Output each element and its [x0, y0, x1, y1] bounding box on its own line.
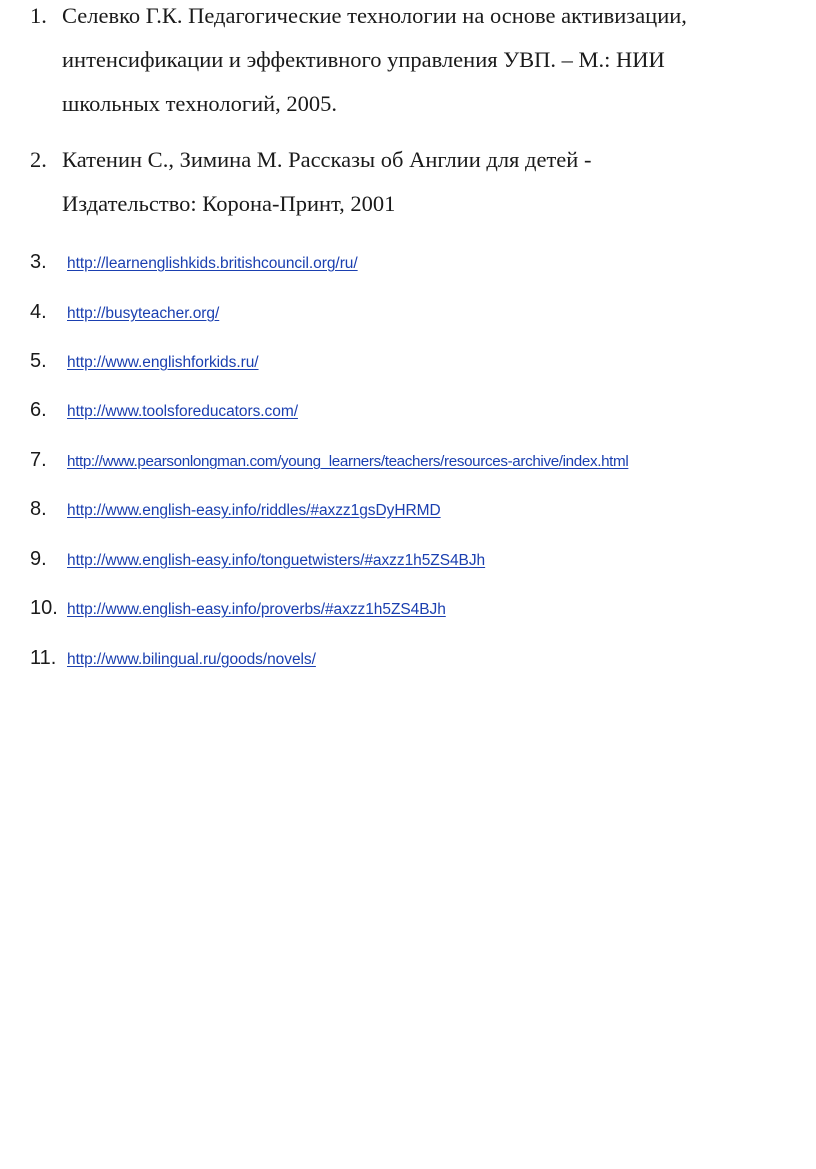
reference-number: 3.: [30, 251, 47, 273]
reference-link[interactable]: http://busyteacher.org/: [67, 305, 220, 322]
reference-number: 11.: [30, 647, 57, 669]
reference-number: 1.: [30, 3, 47, 28]
reference-number: 6.: [30, 399, 47, 421]
reference-link[interactable]: http://www.bilingual.ru/goods/novels/: [67, 651, 316, 668]
reference-text-line: школьных технологий, 2005.: [62, 91, 338, 116]
reference-text-line: интенсификации и эффективного управления УВП. – М.: НИИ: [62, 47, 665, 72]
reference-number: 7.: [30, 449, 47, 471]
reference-text-line: Селевко Г.К. Педагогические технологии на основе активизации,: [62, 3, 687, 28]
reference-number: 9.: [30, 548, 47, 570]
reference-number: 10.: [30, 597, 58, 619]
reference-link[interactable]: http://www.english-easy.info/proverbs/#axzz1h5ZS4BJh: [67, 601, 446, 618]
reference-link[interactable]: http://www.english-easy.info/tonguetwisters/#axzz1h5ZS4BJh: [67, 552, 486, 569]
reference-item-1: [0, 0, 687, 126]
reference-link[interactable]: http://www.englishforkids.ru/: [67, 354, 259, 371]
reference-item-2: [0, 138, 591, 226]
reference-number: 8.: [30, 498, 47, 520]
reference-link[interactable]: http://learnenglishkids.britishcouncil.org/ru/: [67, 255, 358, 272]
reference-number: 5.: [30, 350, 47, 372]
reference-link[interactable]: http://www.english-easy.info/riddles/#axzz1gsDyHRMD: [67, 502, 441, 519]
reference-link[interactable]: http://www.toolsforeducators.com/: [67, 403, 298, 420]
reference-text-line: Катенин С., Зимина М. Рассказы об Англии для детей -: [62, 147, 592, 172]
reference-text-line: Издательство: Корона-Принт, 2001: [62, 191, 396, 216]
reference-number: 2.: [30, 147, 47, 172]
reference-link[interactable]: http://www.pearsonlongman.com/young_learners/teachers/resources-archive/index.html: [67, 453, 629, 470]
reference-number: 4.: [30, 301, 47, 323]
